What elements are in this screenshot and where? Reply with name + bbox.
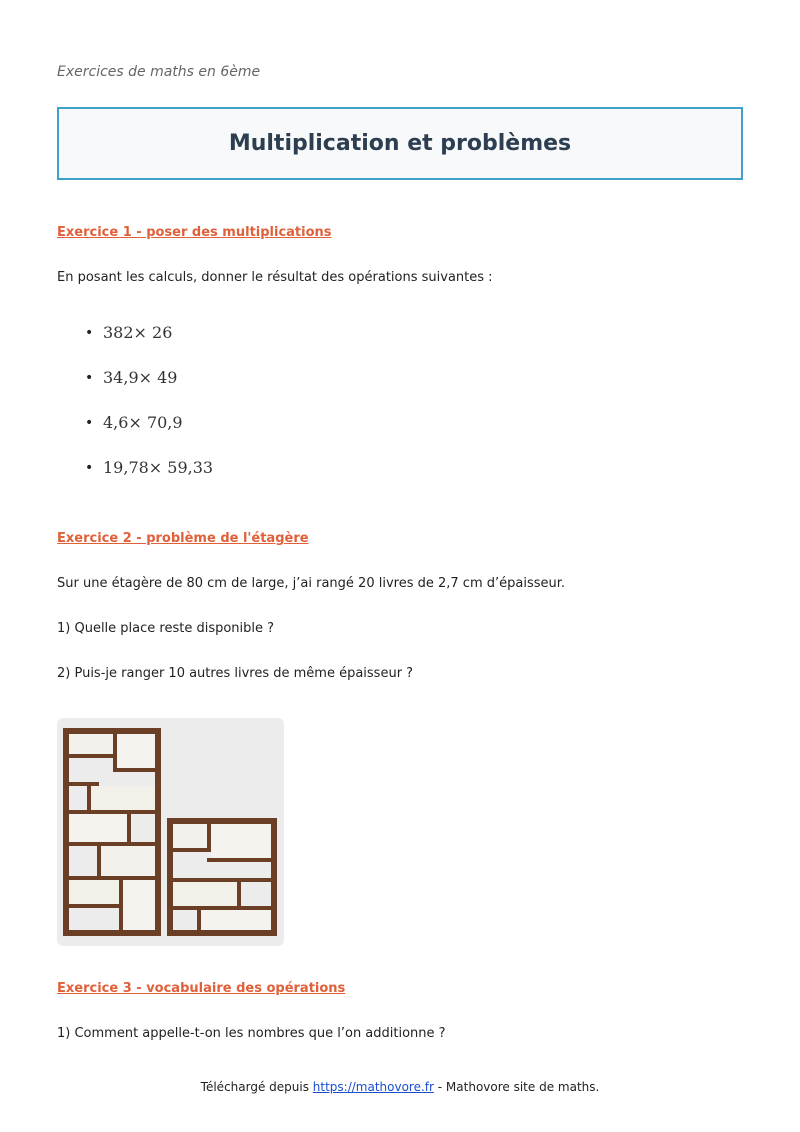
list-item [85,355,213,400]
bookshelf-image [57,718,284,946]
calc-expression: 19,78× 59,33 [103,458,214,477]
exercise2-question-2: 2) Puis-je ranger 10 autres livres de même épaisseur ? [57,666,414,681]
exercise2-statement: Sur une étagère de 80 cm de large, j’ai rangé 20 livres de 2,7 cm d’épaisseur. [57,576,566,591]
calc-list [85,310,213,490]
exercise1-instruction: En posant les calculs, donner le résultat des opérations suivantes : [57,270,493,285]
calc-expression: 4,6× 70,9 [103,413,183,432]
exercise1-title: Exercice 1 - poser des multiplications [57,225,332,240]
footer-link[interactable]: https://mathovore.fr [312,1080,434,1094]
title-box [57,107,743,180]
bullet-icon: • [85,324,94,341]
page-subtitle: Exercices de maths en 6ème [57,64,261,80]
bullet-icon: • [85,369,94,386]
bullet-icon: • [85,459,94,476]
list-item [85,400,213,445]
exercise3-title: Exercice 3 - vocabulaire des opérations [57,981,346,996]
exercise2-title: Exercice 2 - problème de l'étagère [57,531,309,546]
exercise2-question-1: 1) Quelle place reste disponible ? [57,621,275,636]
list-item [85,445,213,490]
exercise3-question-1: 1) Comment appelle-t-on les nombres que l’on additionne ? [57,1026,446,1041]
footer-suffix: - Mathovore site de maths. [433,1080,600,1094]
calc-expression: 382× 26 [103,323,173,342]
footer-prefix: Téléchargé depuis [200,1080,313,1094]
calc-expression: 34,9× 49 [103,368,178,387]
bullet-icon: • [85,414,94,431]
page-title: Multiplication et problèmes [228,131,572,156]
footer [0,1080,800,1094]
list-item [85,310,213,355]
